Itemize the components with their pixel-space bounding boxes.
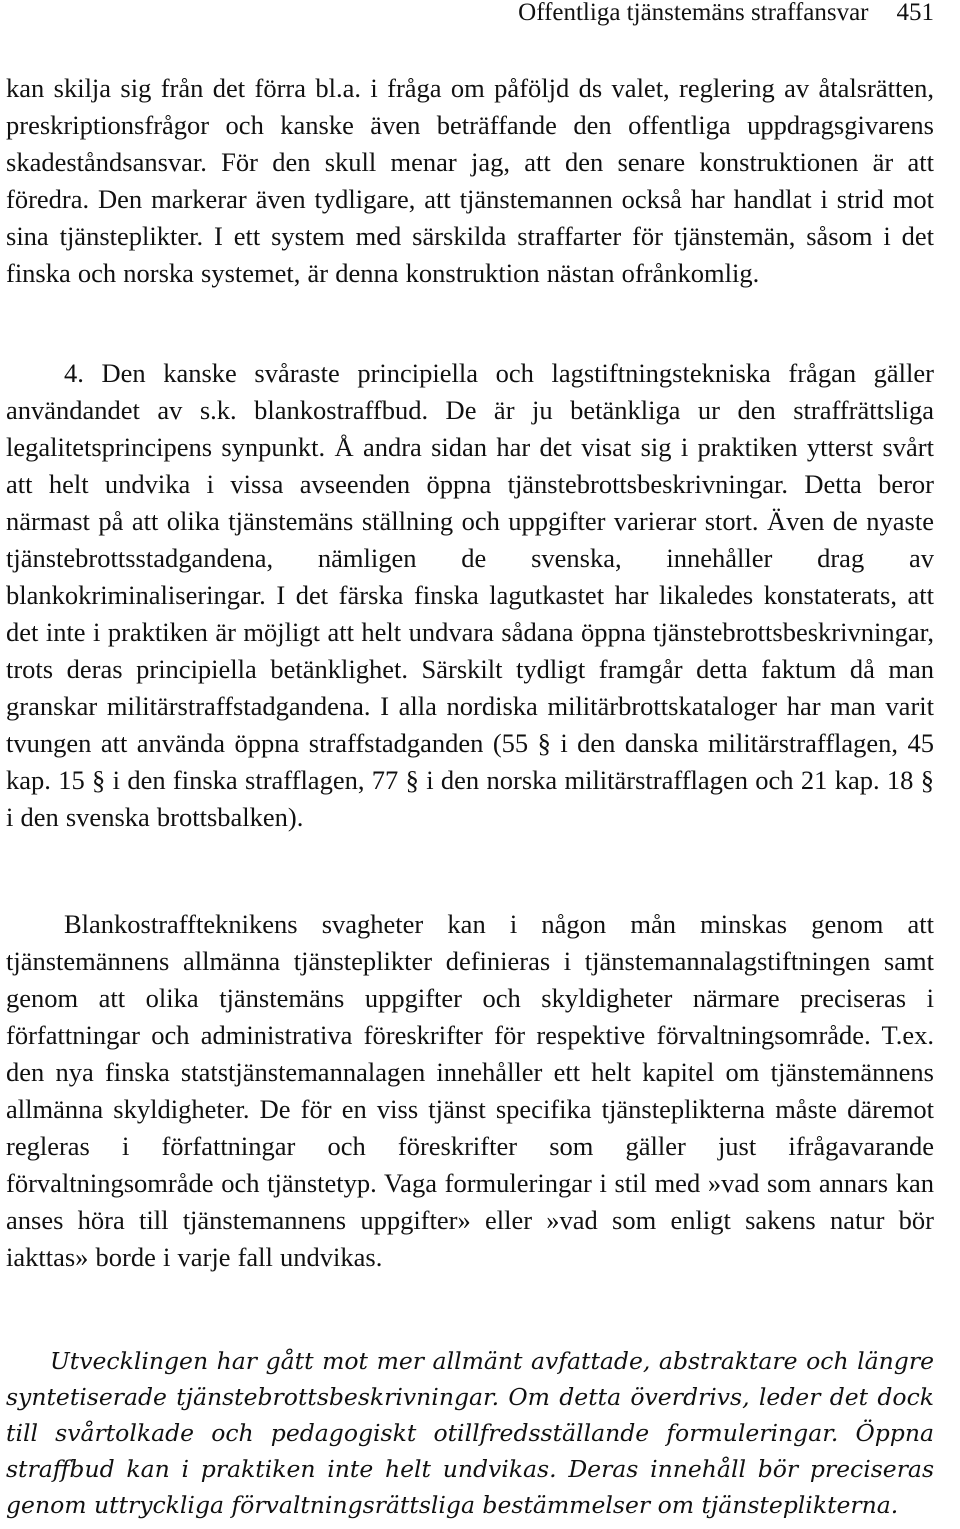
summary-paragraph	[6, 1343, 934, 1523]
body-paragraph-2	[6, 355, 934, 836]
page-number: 451	[896, 0, 934, 26]
body-paragraph-1	[6, 70, 934, 292]
body-paragraph-3	[6, 906, 934, 1276]
running-title: Offentliga tjänstemäns straffansvar	[518, 0, 869, 26]
summary-text: Utvecklingen har gått mot mer allmänt avfattade, abstraktare och längre syntetiserade tjänstebrottsbeskrivningar. Om detta överdrivs, leder det dock till svårtolkade och pedagogiskt otillfredsställande formuleringar. Öppna straffbud kan i praktiken inte helt undvikas. Deras innehåll bör preciseras genom uttryckliga förvaltningsrättsliga bestämmelser om tjänsteplikterna.	[6, 1347, 934, 1519]
paragraph-2-text: 4. Den kanske svåraste principiella och lagstiftningstekniska frågan gäller användandet av s.k. blankostraffbud. De är ju betänkliga ur den straffrättsliga legalitetsprincipens synpunkt. Å andra sidan har det visat sig i praktiken ytterst svårt att helt undvika i vissa avseenden öppna tjänstebrottsbeskrivningar. Detta beror närmast på att olika tjänstemäns ställning och uppgifter varierar stort. Även de nyaste tjänstebrottsstadgandena, nämligen de svenska, innehåller drag av blankokriminaliseringar. I det färska finska lagutkastet har likaledes konstaterats, att det inte i praktiken är möjligt att helt undvara sådana öppna tjänstebrottsbeskrivningar, trots deras principiella betänklighet. Särskilt tydligt framgår detta faktum då man granskar militärstraffstadgandena. I alla nordiska militärbrottskataloger har man varit tvungen att använda öppna straffstadganden (55 § i den danska militärstrafflagen, 45 kap. 15 § i den finska strafflagen, 77 § i den norska militärstrafflagen och 21 kap. 18 § i den svenska brottsbalken).	[6, 358, 934, 832]
paragraph-3-text: Blankostraffteknikens svagheter kan i någon mån minskas genom att tjänstemännens allmänna tjänsteplikter definieras i tjänstemannalagstiftningen samt genom att olika tjänstemäns uppgifter och skyldigheter närmare preciseras i författningar och administrativa föreskrifter för respektive förvaltningsområde. T.ex. den nya finska statstjänstemannalagen innehåller ett helt kapitel om tjänstemännens allmänna skyldigheter. De för en viss tjänst specifika tjänsteplikterna måste däremot regleras i författningar och föreskrifter som gäller just ifrågavarande förvaltningsområde och tjänstetyp. Vaga formuleringar i stil med »vad som annars kan anses höra till tjänstemannens uppgifter» eller »vad som enligt sakens natur bör iakttas» borde i varje fall undvikas.	[6, 909, 934, 1272]
running-header	[518, 0, 934, 26]
paragraph-1-text: kan skilja sig från det förra bl.a. i fråga om påföljd ds valet, reglering av åtalsrätten, preskriptionsfrågor och kanske även beträffande den offentliga uppdragsgivarens skadeståndsansvar. För den skull menar jag, att den senare konstruktionen är att föredra. Den markerar även tydligare, att tjänstemannen också har handlat i strid mot sina tjänsteplikter. I ett system med särskilda straffarter för tjänstemän, såsom i det finska och norska systemet, är denna konstruktion nästan ofrånkomlig.	[6, 73, 934, 288]
